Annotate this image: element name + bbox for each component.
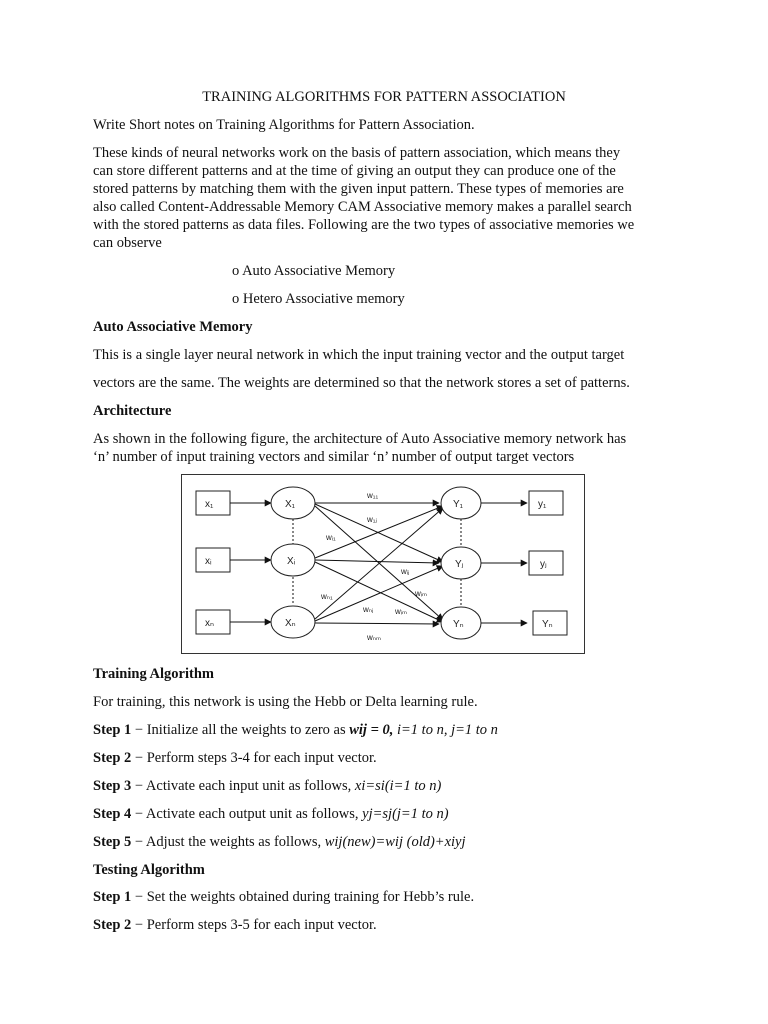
training-step — [93, 721, 498, 739]
intro-line: can observe — [93, 235, 162, 251]
testing-heading: Testing Algorithm — [93, 862, 205, 878]
x-node-label: Xᵢ — [287, 556, 296, 567]
weight-label: w₁ⱼ — [367, 515, 377, 524]
step-text: − Activate each input unit as follows, — [131, 778, 355, 794]
weight-label: wᵢ₁ — [326, 533, 336, 542]
step-label: Step 2 — [93, 750, 132, 766]
y-node-label: Yₙ — [453, 619, 464, 630]
intro-line: These kinds of neural networks work on the basis of pattern association, which means they — [93, 145, 621, 161]
weight-label: wᵢⱼ — [401, 567, 410, 576]
type-item: o Hetero Associative memory — [232, 291, 405, 307]
weight-label: wᵢₘ — [395, 607, 408, 616]
training-step — [93, 777, 441, 795]
training-step — [93, 749, 377, 767]
output-label: y₁ — [538, 499, 547, 510]
testing-step — [93, 916, 377, 934]
step-label: Step 2 — [93, 917, 132, 933]
step-text: − Adjust the weights as follows, — [131, 834, 325, 850]
training-heading: Training Algorithm — [93, 666, 214, 682]
input-label: xₙ — [205, 618, 214, 629]
page-title: TRAINING ALGORITHMS FOR PATTERN ASSOCIATION — [202, 89, 566, 105]
intro-line: stored patterns by matching them with the given input pattern. These types of memories are — [93, 181, 624, 197]
step-text: − Initialize all the weights to zero as — [131, 722, 350, 738]
auto-line: This is a single layer neural network in which the input training vector and the output target — [93, 347, 625, 363]
x-node-label: X₁ — [285, 499, 296, 510]
step-label: Step 1 — [93, 722, 132, 738]
weight-label: wᵢₘ — [415, 589, 428, 598]
input-label: x₁ — [205, 499, 214, 510]
step-formula-bold: wij = 0, — [349, 722, 394, 738]
auto-line: vectors are the same. The weights are determined so that the network stores a set of patterns. — [93, 375, 630, 391]
step-label: Step 5 — [93, 834, 132, 850]
x-node-label: Xₙ — [285, 618, 296, 629]
arch-line: As shown in the following figure, the architecture of Auto Associative memory network has — [93, 431, 627, 447]
step-text: − Set the weights obtained during training for Hebb’s rule. — [131, 889, 475, 905]
testing-step — [93, 888, 474, 906]
training-step — [93, 833, 466, 851]
step-label: Step 4 — [93, 806, 132, 822]
step-text: − Activate each output unit as follows, — [131, 806, 363, 822]
auto-heading: Auto Associative Memory — [93, 319, 253, 335]
weight-label: wₙ₁ — [321, 592, 333, 601]
input-box — [196, 548, 230, 572]
step-formula: xi=si(i=1 to n) — [354, 778, 442, 794]
weight-label: wₙⱼ — [363, 605, 374, 614]
intro-line: also called Content-Addressable Memory CAM Associative memory makes a parallel search — [93, 199, 632, 215]
y-node-label: Y₁ — [453, 499, 464, 510]
step-text: − Perform steps 3-5 for each input vector. — [131, 917, 377, 933]
arch-line: ‘n’ number of input training vectors and similar ‘n’ number of output target vectors — [93, 449, 575, 465]
step-formula: yj=sj(j=1 to n) — [362, 806, 449, 822]
step-label: Step 3 — [93, 778, 132, 794]
intro-line: can store different patterns and at the time of giving an output they can produce one of the — [93, 163, 616, 179]
input-label: xᵢ — [205, 556, 212, 567]
weight-label: wₙₘ — [367, 633, 381, 642]
output-label: Yₙ — [542, 619, 553, 630]
y-node-label: Yⱼ — [455, 559, 464, 570]
output-label: yⱼ — [540, 559, 547, 570]
training-step — [93, 805, 449, 823]
architecture-heading: Architecture — [93, 403, 172, 419]
architecture-diagram — [181, 474, 585, 654]
step-text: − Perform steps 3-4 for each input vector. — [131, 750, 377, 766]
type-item: o Auto Associative Memory — [232, 263, 396, 279]
training-intro: For training, this network is using the Hebb or Delta learning rule. — [93, 694, 478, 710]
intro-line: with the stored patterns as data files. Following are the two types of associative memories we — [93, 217, 635, 233]
weight-label: w₁₁ — [367, 491, 379, 500]
step-label: Step 1 — [93, 889, 132, 905]
step-formula: i=1 to n, j=1 to n — [393, 722, 498, 738]
step-formula: wij(new)=wij (old)+xiyj — [324, 834, 466, 850]
question-line: Write Short notes on Training Algorithms for Pattern Association. — [93, 117, 475, 133]
